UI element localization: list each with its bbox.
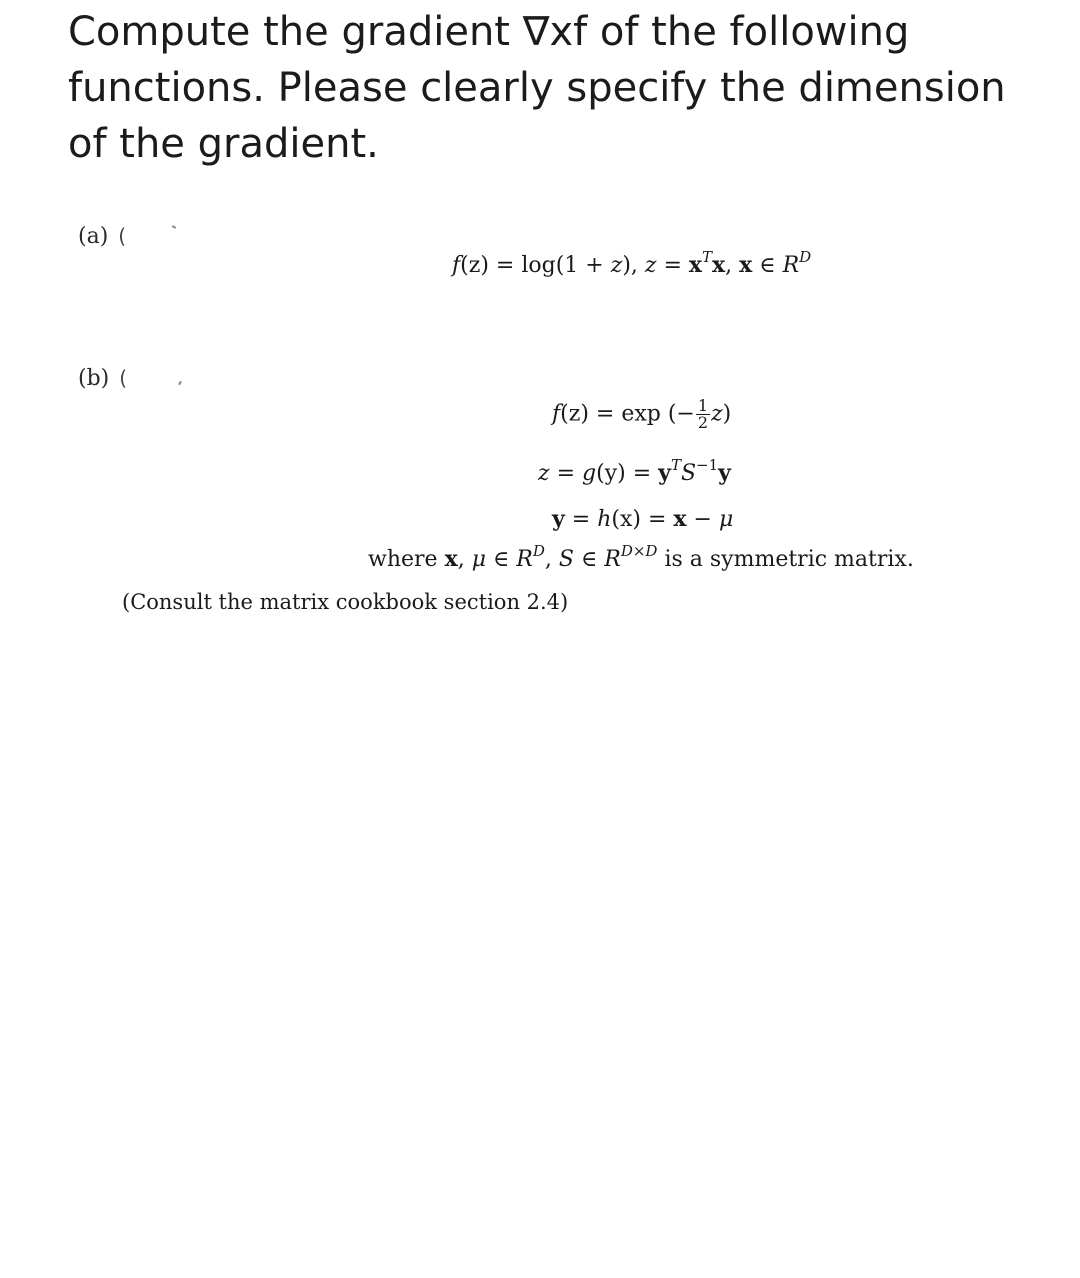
part-b-equation-2: $z = g(y) = y^TS^{-1}y$	[538, 456, 731, 486]
part-b-stray-mark	[178, 381, 182, 385]
part-a-equation: f(z) = log(1 + z), $z = x^Tx$, x ∈ $R^D$	[452, 248, 812, 278]
fraction-one-half: $\frac{1}{2}$	[697, 396, 709, 432]
question-line-1: Compute the gradient ∇xf of the following	[68, 9, 910, 55]
consult-note: (Consult the matrix cookbook section 2.4)	[122, 590, 569, 614]
part-a-stray-mark	[172, 225, 176, 229]
part-b-where-clause: where x, μ ∈ $R^D$, S ∈ $R^{D\times D}$ is a symmetric matrix.	[368, 542, 914, 572]
part-a-paren-fragment: (	[118, 224, 127, 248]
question-text	[68, 4, 1028, 172]
question-line-2: functions. Please clearly specify the dimension	[68, 65, 1006, 111]
part-b-equation-3: y = h(x) = x − μ	[552, 506, 734, 532]
part-b-paren-fragment: (	[119, 366, 128, 390]
part-a-label: (a) (	[78, 224, 127, 249]
question-line-3: of the gradient.	[68, 121, 379, 167]
part-b-equation-1: f(z) = exp (− $\frac{1}{2}$ z)	[552, 396, 732, 432]
part-b-label: (b) (	[78, 366, 128, 391]
